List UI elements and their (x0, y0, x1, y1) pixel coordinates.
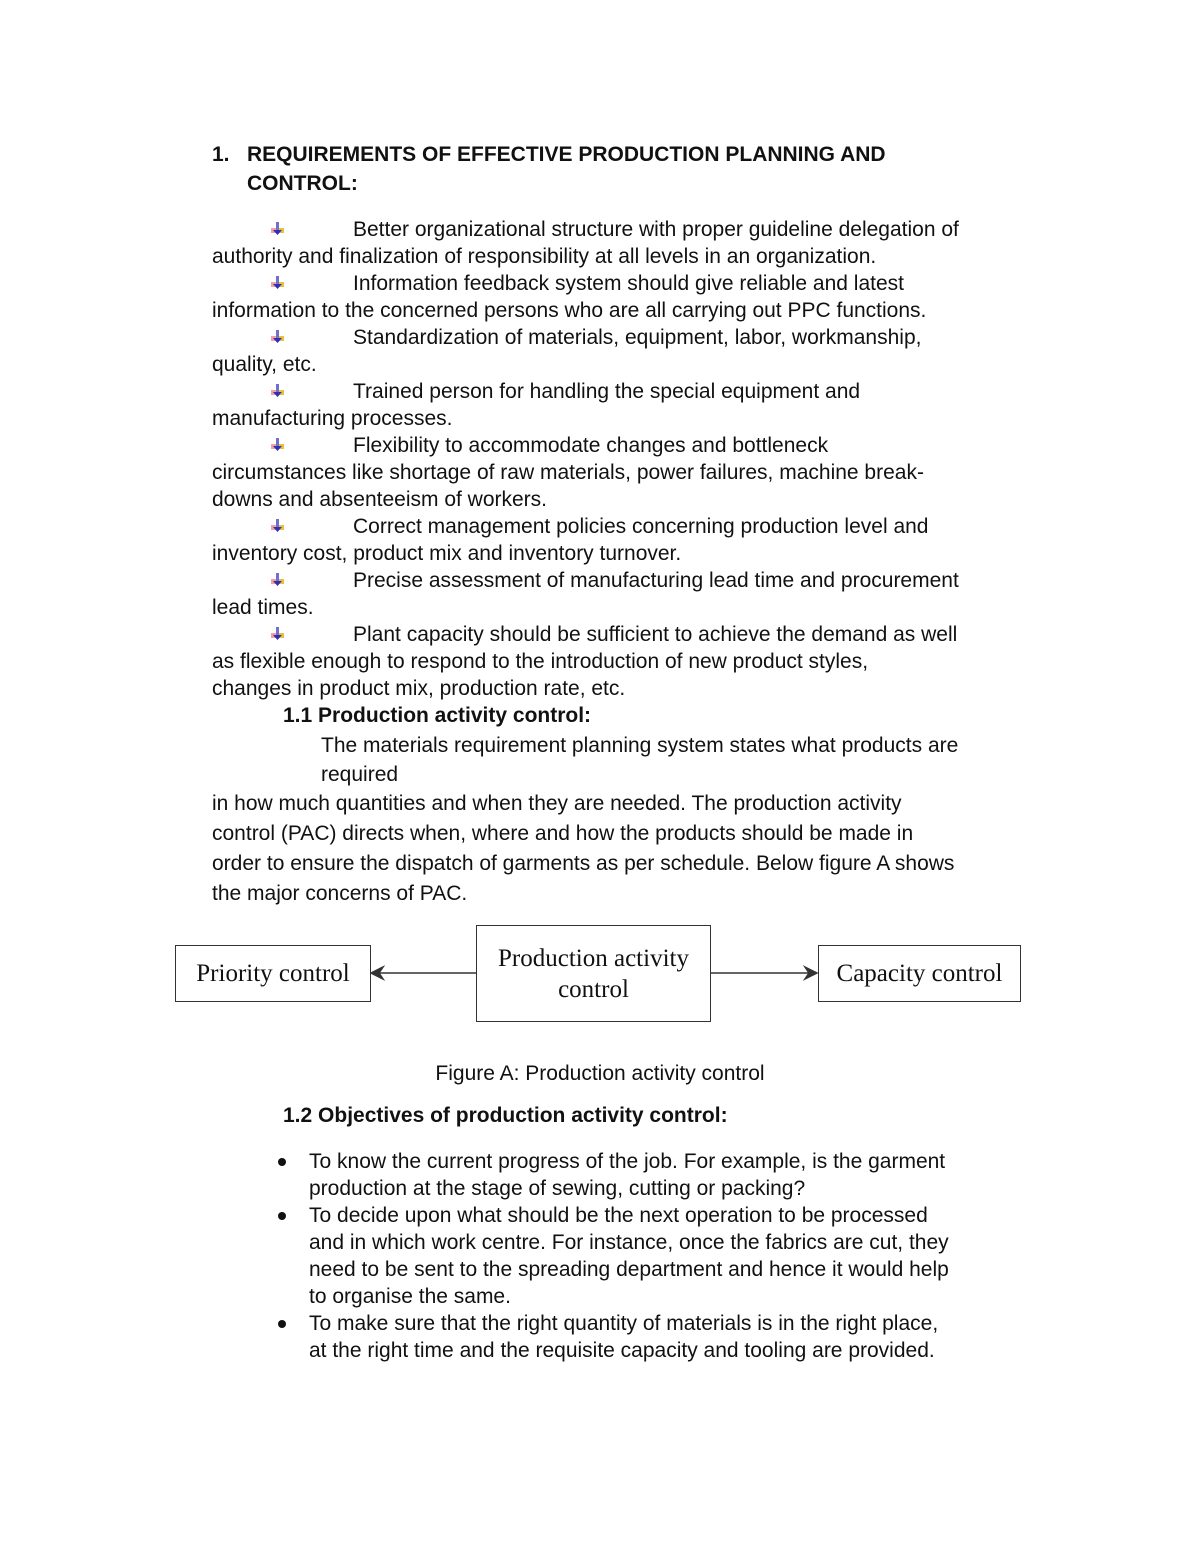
requirement-item (212, 324, 1112, 378)
requirement-line (212, 621, 1112, 648)
requirement-item (212, 432, 1112, 513)
requirement-line (212, 351, 1112, 378)
arrows (370, 963, 820, 983)
requirement-text: Trained person for handling the special equipment and (353, 380, 861, 403)
requirement-line (212, 648, 1112, 675)
requirement-text: information to the concerned persons who are all carrying out PPC functions. (212, 299, 927, 322)
requirement-line (212, 594, 1112, 621)
requirement-item (212, 216, 1112, 270)
requirement-line (212, 513, 1112, 540)
objective-text: To know the current progress of the job. For example, is the garment (309, 1150, 946, 1173)
requirement-item (212, 513, 1112, 567)
objective-line (278, 1229, 949, 1256)
requirement-line (212, 378, 1112, 405)
requirement-text: Information feedback system should give reliable and latest (353, 272, 904, 295)
requirement-text: inventory cost, product mix and inventory turnover. (212, 542, 682, 565)
capacity-control-box: Capacity control (818, 945, 1021, 1002)
objective-item (278, 1148, 949, 1202)
objective-item (278, 1310, 949, 1364)
section-1-1-intro-line: required (321, 763, 399, 786)
figure-caption: Figure A: Production activity control (435, 1062, 765, 1085)
heading-line-1: REQUIREMENTS OF EFFECTIVE PRODUCTION PLANNING AND (247, 143, 886, 166)
requirement-line (212, 270, 1112, 297)
requirement-text: changes in product mix, production rate, etc. (212, 677, 626, 700)
center-box-line: control (558, 975, 629, 1003)
left-arrow (371, 967, 476, 979)
objective-line (278, 1175, 949, 1202)
requirement-item (212, 567, 1112, 621)
objective-text: production at the stage of sewing, cutting or packing? (309, 1177, 806, 1200)
requirement-line (212, 459, 1112, 486)
arrow-bullet-icon (270, 222, 286, 236)
objective-item (278, 1202, 949, 1310)
requirement-text: Precise assessment of manufacturing lead time and procurement (353, 569, 959, 592)
objective-line (278, 1202, 949, 1229)
objective-line (278, 1283, 949, 1310)
requirement-line (212, 432, 1112, 459)
heading-line-2: CONTROL: (247, 172, 358, 195)
objective-line (278, 1256, 949, 1283)
arrow-bullet-icon (270, 519, 286, 533)
arrow-bullet-icon (270, 573, 286, 587)
requirement-text: lead times. (212, 596, 314, 619)
requirement-text: Standardization of materials, equipment, labor, workmanship, (353, 326, 922, 349)
right-arrow (711, 967, 817, 979)
requirement-line (212, 297, 1112, 324)
requirement-text: as flexible enough to respond to the introduction of new product styles, (212, 650, 869, 673)
body-line: order to ensure the dispatch of garments as per schedule. Below figure A shows (212, 852, 955, 875)
requirement-line (212, 486, 1112, 513)
heading-number: 1. (212, 143, 230, 166)
requirement-text: manufacturing processes. (212, 407, 453, 430)
requirement-line (212, 216, 1112, 243)
requirement-text: quality, etc. (212, 353, 317, 376)
body-line: the major concerns of PAC. (212, 882, 468, 905)
arrow-bullet-icon (270, 438, 286, 452)
requirement-text: Flexibility to accommodate changes and bottleneck (353, 434, 829, 457)
bullet-dot-icon (278, 1212, 286, 1220)
arrow-bullet-icon (270, 276, 286, 290)
section-1-1-intro-line: The materials requirement planning system states what products are (321, 734, 959, 757)
objective-text: need to be sent to the spreading department and hence it would help (309, 1258, 949, 1281)
objectives-list (278, 1148, 949, 1364)
requirement-line (212, 243, 1112, 270)
objective-text: at the right time and the requisite capacity and tooling are provided. (309, 1339, 935, 1362)
section-1-1-body (212, 789, 954, 909)
requirement-line (212, 540, 1112, 567)
requirement-line (212, 675, 1112, 702)
requirement-line (212, 405, 1112, 432)
objective-line (278, 1310, 949, 1337)
objective-line (278, 1337, 949, 1364)
requirement-item (212, 378, 1112, 432)
objective-line (278, 1148, 949, 1175)
requirements-list (212, 216, 1112, 702)
priority-control-box: Priority control (175, 945, 371, 1002)
section-1-1-title: 1.1 Production activity control: (283, 704, 592, 727)
requirement-line (212, 324, 1112, 351)
requirement-text: circumstances like shortage of raw materials, power failures, machine break- (212, 461, 924, 484)
objective-text: To decide upon what should be the next operation to be processed (309, 1204, 928, 1227)
arrow-bullet-icon (270, 330, 286, 344)
bullet-dot-icon (278, 1320, 286, 1328)
body-line: in how much quantities and when they are needed. The production activity (212, 792, 902, 815)
requirement-text: authority and finalization of responsibility at all levels in an organization. (212, 245, 877, 268)
requirement-item (212, 270, 1112, 324)
bullet-dot-icon (278, 1158, 286, 1166)
requirement-line (212, 567, 1112, 594)
arrow-bullet-icon (270, 627, 286, 641)
body-line: control (PAC) directs when, where and how the products should be made in (212, 822, 914, 845)
requirement-text: downs and absenteeism of workers. (212, 488, 548, 511)
center-box-line: Production activity (498, 944, 689, 972)
objective-text: To make sure that the right quantity of materials is in the right place, (309, 1312, 939, 1335)
objective-text: to organise the same. (309, 1285, 511, 1308)
objective-text: and in which work centre. For instance, once the fabrics are cut, they (309, 1231, 949, 1254)
requirement-item (212, 621, 1112, 702)
arrow-bullet-icon (270, 384, 286, 398)
section-1-2-title: 1.2 Objectives of production activity control: (283, 1104, 728, 1127)
requirement-text: Plant capacity should be sufficient to achieve the demand as well (353, 623, 958, 646)
requirement-text: Correct management policies concerning production level and (353, 515, 929, 538)
requirement-text: Better organizational structure with proper guideline delegation of (353, 218, 959, 241)
